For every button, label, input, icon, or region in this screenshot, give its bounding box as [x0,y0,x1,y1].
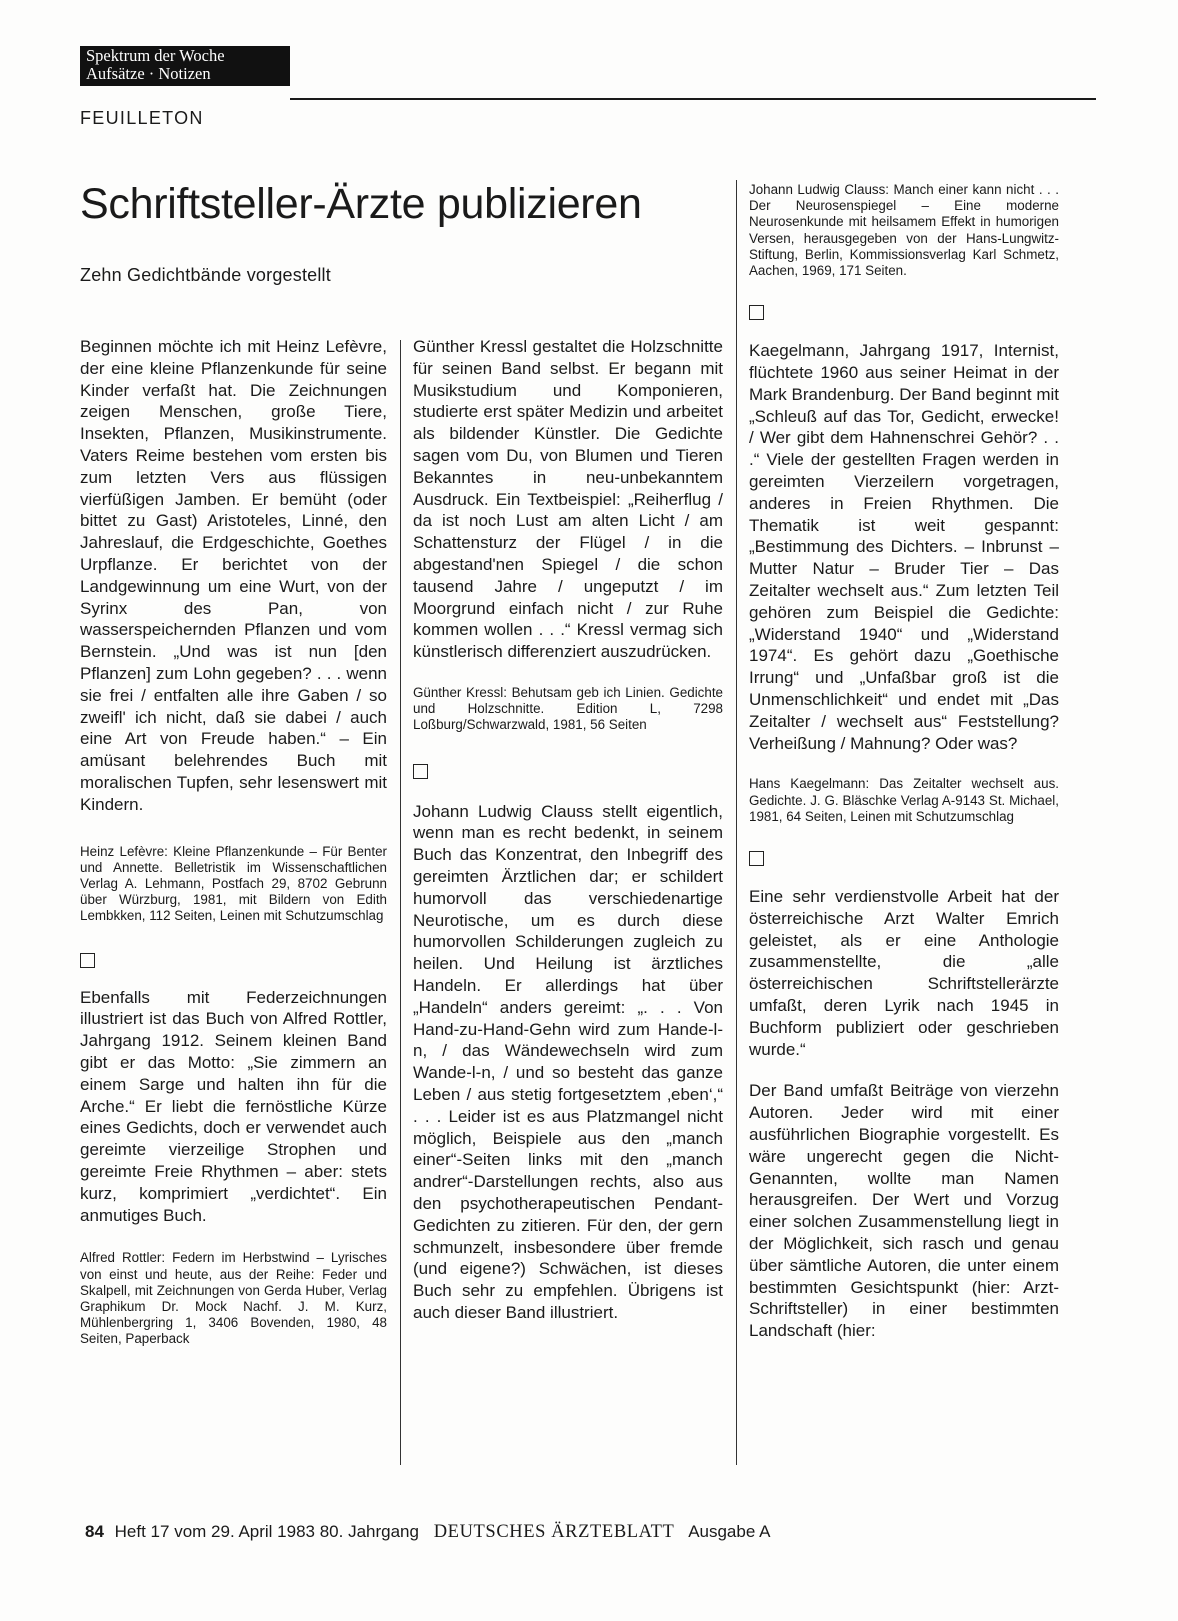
column-divider [736,180,737,1465]
book-citation: Alfred Rottler: Federn im Herbstwind – Lyrisches von einst und heute, aus der Reihe: Feder und Skalpell, mit Zeichnungen von Gerda Huber, Verlag Graphikum Dr. Mock Nachf. J. M. Kurz, Mühlenbergring 1, 3406 Bovenden, 1980, 48 Seiten, Paperback [80,1250,387,1347]
section-box-icon [80,953,95,968]
journal-name: DEUTSCHES ÄRZTEBLATT [433,1522,675,1542]
header-rule [290,98,1096,100]
edition-label: Ausgabe A [688,1522,771,1541]
column-3 [749,182,1059,1342]
page-footer [85,1522,770,1543]
book-citation: Hans Kaegelmann: Das Zeitalter wechselt aus. Gedichte. J. G. Bläschke Verlag A-9143 St. Michael, 1981, 64 Seiten, Leinen mit Schutzumschlag [749,776,1059,824]
review-paragraph: Johann Ludwig Clauss stellt eigentlich, wenn man es recht bedenkt, in seinem Buch das Konzentrat, den Inbegriff des gereimten Ärztlichen dar; er schildert humorvoll das verschiedenartige Neurotische, um es durch diese humorvollen Schilderungen zugleich zu heilen. Und Heilung ist ärztliches Handeln. Er allerdings hat über „Handeln“ anders gereimt: „. . . Von Hand-zu-Hand-Gehn wird zum Hande-l-n, / das Wändewechseln wird zum Wande-l-n, / und so besteht das ganze Leben / aus stetig fortgesetztem ‚eben‘,“ . . . Leider ist es aus Platzmangel nicht möglich, Beispiele aus den „manch einer“-Seiten links mit den „manch andrer“-Darstellungen rechts, also aus den psychotherapeutischen Pendant-Gedichten zu zitieren. Für den, der gern schmunzelt, insbesondere über fremde (und eigene?) Schwächen, ist dieses Buch sehr zu empfehlen. Übrigens ist auch dieser Band illustriert. [413,801,723,1322]
book-citation: Johann Ludwig Clauss: Manch einer kann nicht . . . Der Neurosenspiegel – Eine moderne Neurosenkunde mit heilsamem Effekt in humorigen Versen, herausgegeben von der Hans-Lungwitz-Stiftung, Berlin, Kommissionsverlag Karl Schmetz, Aachen, 1969, 171 Seiten. [749,182,1059,279]
review-paragraph: Eine sehr verdienstvolle Arbeit hat der österreichische Arzt Walter Emrich geleistet, als er eine Anthologie zusammenstellte, die „alle österreichischen Schriftstellerärzte umfaßt, deren Lyrik nach 1945 in Buchform publiziert oder geschrieben wurde.“ [749,886,1059,1059]
review-paragraph: Günther Kressl gestaltet die Holzschnitte für seinen Band selbst. Er begann mit Musikstudium und Komponieren, studierte erst später Medizin und arbeitet als bildender Künstler. Die Gedichte sagen vom Du, von Blumen und Tieren Bekanntes in neu-unbekanntem Ausdruck. Ein Textbeispiel: „Reiherflug / da ist noch Lust am alten Licht / am Schattensturz der Flügel / in die abgestand'nen Spiegel / die schon tausend Jahre / ungeputzt / im Moorgrund einfach nicht / zur Ruhe kommen wollen . . .“ Kressl vermag sich künstlerisch differenziert auszudrücken. [413,337,723,662]
review-paragraph: Beginnen möchte ich mit Heinz Lefèvre, der eine kleine Pflanzenkunde für seine Kinder verfaßt hat. Die Zeichnungen zeigen Menschen, große Tiere, Insekten, Pflanzen, Musikinstrumente. Vaters Reime bestehen vom ersten bis zum letzten Vers aus flüssigen vierfüßigen Jamben. Er bemüht (oder bittet zu Gast) Aristoteles, Linné, den Jahreslauf, die Erdgeschichte, Goethes Urpflanze. Er berichtet von der Landgewinnung um eine Wurt, von der Syrinx des Pan, von wasserspeichernden Pflanzen und vom Bernstein. „Und was ist nun [den Pflanzen] zum Lohn gegeben? . . . wenn sie frei / entfalten alle ihre Gaben / so zweifl' ich nicht, daß sie dabei / auch eine Art von Freude haben.“ – Ein amüsant belehrendes Buch mit moralischen Tupfen, sehr lesenswert mit Kindern. [80,337,387,814]
column-2 [413,336,723,1324]
article-title: Schriftsteller-Ärzte publizieren [80,180,642,228]
column-divider [400,340,401,1465]
section-label: FEUILLETON [80,108,204,128]
review-paragraph: Der Band umfaßt Beiträge von vierzehn Autoren. Jeder wird mit einer ausführlichen Biographie vorgestellt. Es wäre ungerecht gegen die Nicht-Genannten, wollte man Namen herausgreifen. Der Wert und Vorzug einer solchen Zusammenstellung liegt in der Möglichkeit, sich rasch und genau über sämtliche Autoren, die unter einem bestimmten Gesichtspunkt (hier: Arzt-Schriftsteller) in einer bestimmten Landschaft (hier: [749,1081,1059,1341]
column-1 [80,336,387,1348]
article-subtitle: Zehn Gedichtbände vorgestellt [80,265,331,285]
issue-info: Heft 17 vom 29. April 1983 80. Jahrgang [114,1522,419,1541]
book-citation: Heinz Lefèvre: Kleine Pflanzenkunde – Für Benter und Annette. Belletristik im Wissenschaftlichen Verlag A. Lehmann, Postfach 29, 8702 Gebrunn über Würzburg, 1981, mit Bildern von Edith Lembkken, 112 Seiten, Leinen mit Schutzumschlag [80,843,387,924]
review-paragraph: Ebenfalls mit Federzeichnungen illustriert ist das Buch von Alfred Rottler, Jahrgang 1912. Seinem kleinen Band gibt er das Motto: „Sie zimmern an einem Sarge und halten ihn für die Arche.“ Er liebt die fernöstliche Kürze eines Gedichts, doch er verwendet auch gereimte vierzeilige Strophen und gereimte Freie Rhythmen – aber: stets kurz, komprimiert „verdichtet“. Ein anmutiges Buch. [80,987,387,1225]
department-banner [80,46,290,86]
section-box-icon [749,305,764,320]
page-number: 84 [85,1522,104,1541]
banner-line-2: Aufsätze · Notizen [86,64,211,83]
review-paragraph: Kaegelmann, Jahrgang 1917, Internist, flüchtete 1960 aus seiner Heimat in der Mark Brandenburg. Der Band beginnt mit „Schleuß auf das Tor, Gedicht, erwecke! / Wer gibt dem Hahnenschrei Gehör? . . .“ Viele der gestellten Fragen werden in gereimten Vierzeilern vorgetragen, anderes in Freien Rhythmen. Die Thematik ist weit gespannt: „Bestimmung des Dichters. – Inbrunst – Mutter Natur – Bruder Tier – Das Zeitalter wechselt aus.“ Zum letzten Teil gehören zum Beispiel die Gedichte: „Widerstand 1940“ und „Widerstand 1974“. Es gehört dazu „Goethische Irrung“ und „Unfaßbar groß ist die Unmenschlichkeit“ und endet mit „Das Zeitalter / wechselt aus“ Feststellung? Verheißung / Mahnung? Oder was? [749,341,1059,753]
banner-line-1: Spektrum der Woche [86,46,225,65]
book-citation: Günther Kressl: Behutsam geb ich Linien. Gedichte und Holzschnitte. Edition L, 7298 Loßburg/Schwarzwald, 1981, 56 Seiten [413,684,723,733]
section-box-icon [749,851,764,866]
section-box-icon [413,764,428,779]
